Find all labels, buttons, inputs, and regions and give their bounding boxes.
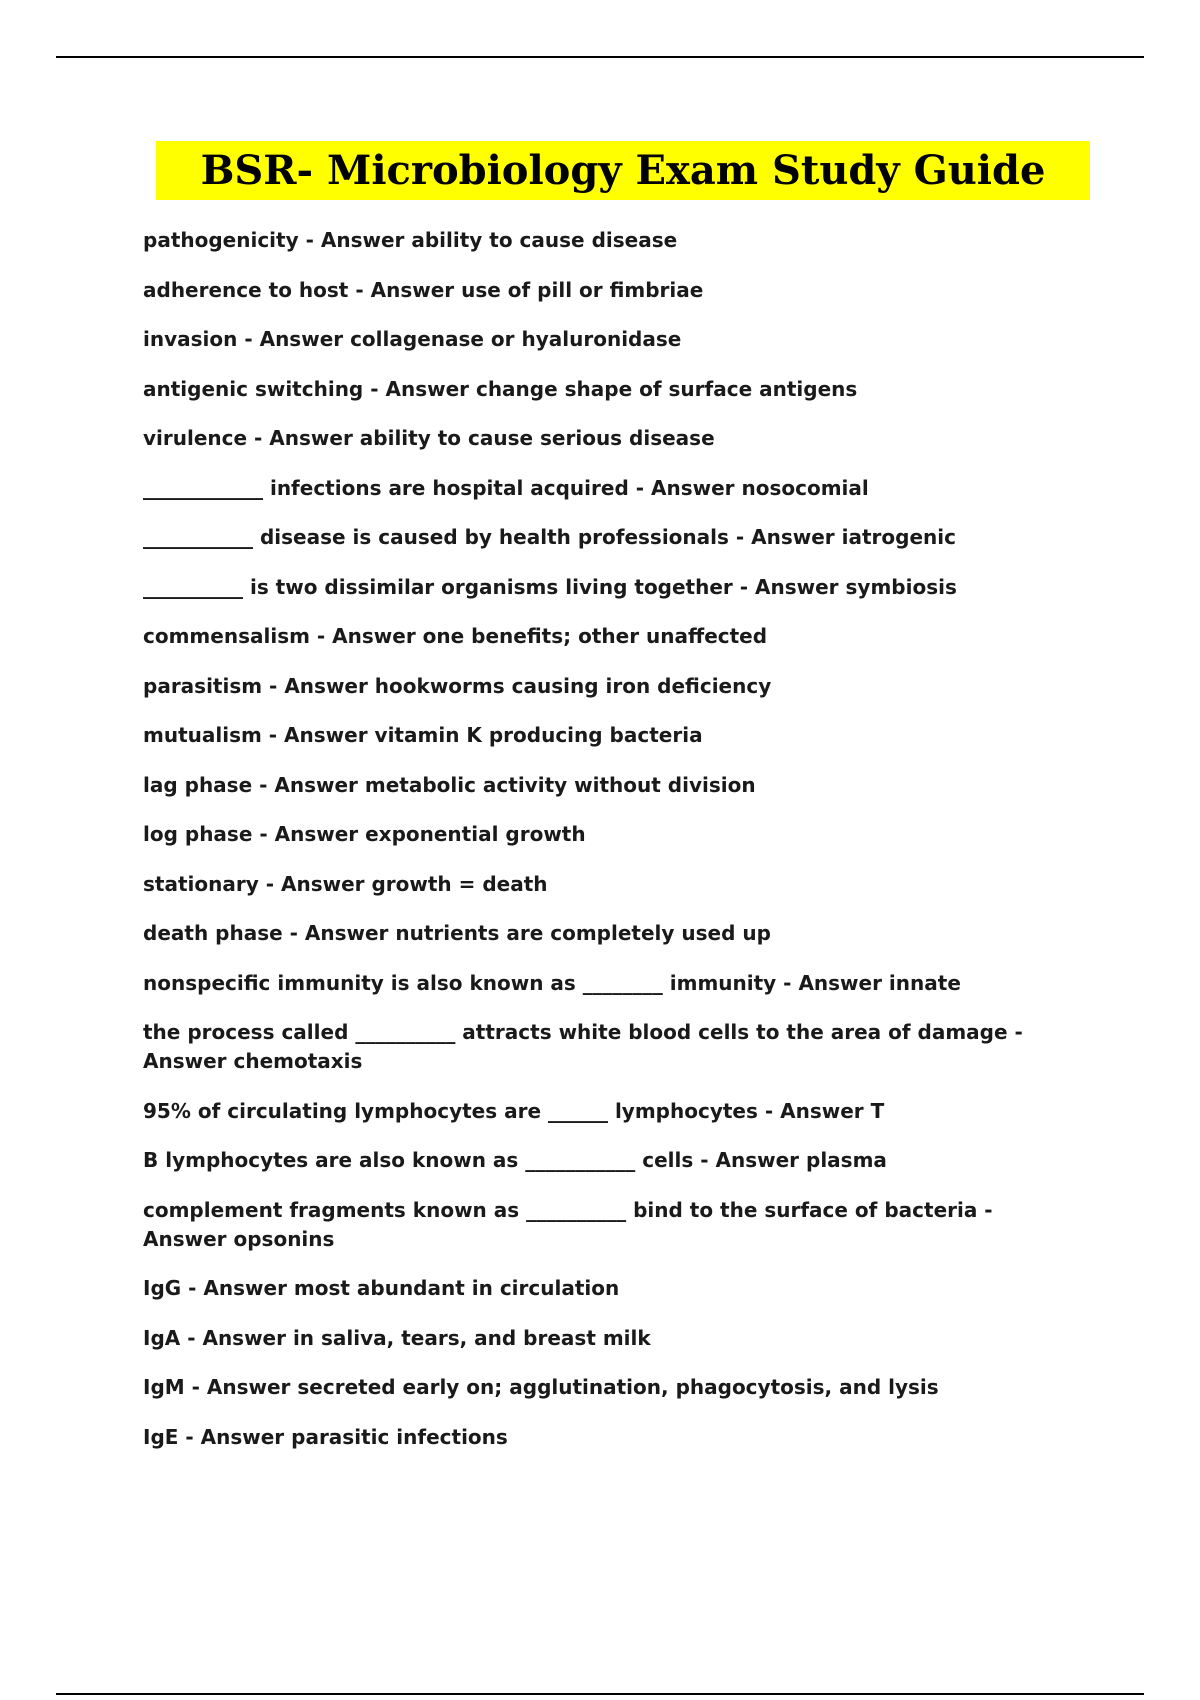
list-item <box>143 474 1083 503</box>
qa-text: B lymphocytes are also known as ___________ cells - Answer plasma <box>143 1148 887 1172</box>
qa-text: antigenic switching - Answer change shape of surface antigens <box>143 376 858 401</box>
list-item <box>143 820 1083 849</box>
title-highlight <box>156 141 1090 200</box>
list-item <box>143 1196 1083 1254</box>
list-item <box>143 523 1083 552</box>
list-item <box>143 1373 1083 1402</box>
list-item <box>143 1018 1083 1076</box>
qa-text: invasion - Answer collagenase or hyaluronidase <box>143 327 682 351</box>
list-item <box>143 1146 1083 1175</box>
list-item <box>143 721 1083 750</box>
qa-text: __________ is two dissimilar organisms living together - Answer symbiosis <box>143 574 957 599</box>
list-item <box>143 771 1083 800</box>
list-item <box>143 375 1083 404</box>
list-item <box>143 919 1083 948</box>
qa-text: IgG - Answer most abundant in circulation <box>143 1276 620 1300</box>
qa-text: IgA - Answer in saliva, tears, and breast milk <box>143 1325 651 1350</box>
list-item <box>143 622 1083 651</box>
list-item <box>143 1097 1083 1126</box>
qa-text: parasitism - Answer hookworms causing iron deficiency <box>143 673 772 698</box>
qa-text: ___________ disease is caused by health professionals - Answer iatrogenic <box>143 525 956 549</box>
list-item <box>143 276 1083 305</box>
qa-text: IgE - Answer parasitic infections <box>143 1424 508 1449</box>
bottom-rule <box>56 1693 1144 1695</box>
qa-text: stationary - Answer growth = death <box>143 871 548 896</box>
list-item <box>143 870 1083 899</box>
list-item <box>143 1324 1083 1353</box>
list-item <box>143 325 1083 354</box>
list-item <box>143 573 1083 602</box>
qa-text: nonspecific immunity is also known as ________ immunity - Answer innate <box>143 970 961 995</box>
qa-text: mutualism - Answer vitamin K producing bacteria <box>143 723 703 747</box>
list-item <box>143 424 1083 453</box>
qa-text: log phase - Answer exponential growth <box>143 822 586 846</box>
list-item <box>143 672 1083 701</box>
qa-text: adherence to host - Answer use of pill or fimbriae <box>143 277 704 302</box>
qa-text: virulence - Answer ability to cause serious disease <box>143 426 715 450</box>
qa-text: the process called __________ attracts white blood cells to the area of damage - Answer chemotaxis <box>143 1020 1023 1073</box>
qa-text: complement fragments known as __________ bind to the surface of bacteria - Answer opsonins <box>143 1197 993 1251</box>
qa-text: pathogenicity - Answer ability to cause disease <box>143 228 678 252</box>
list-item <box>143 969 1083 998</box>
qa-text: lag phase - Answer metabolic activity without division <box>143 772 756 797</box>
list-item <box>143 1423 1083 1452</box>
qa-text: commensalism - Answer one benefits; other unaffected <box>143 624 768 648</box>
list-item <box>143 1274 1083 1303</box>
page-title: BSR- Microbiology Exam Study Guide <box>200 147 1046 194</box>
top-rule <box>56 56 1144 58</box>
qa-text: ____________ infections are hospital acquired - Answer nosocomial <box>143 475 869 500</box>
list-item <box>143 226 1083 255</box>
qa-list <box>143 226 1083 1472</box>
qa-text: 95% of circulating lymphocytes are ______ lymphocytes - Answer T <box>143 1098 885 1123</box>
qa-text: death phase - Answer nutrients are completely used up <box>143 921 771 945</box>
qa-text: IgM - Answer secreted early on; agglutination, phagocytosis, and lysis <box>143 1375 939 1399</box>
